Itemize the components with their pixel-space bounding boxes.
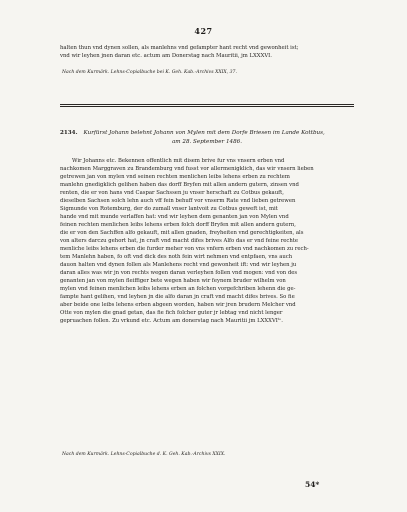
text-line: von alters darczu gehort hat, jn craft vnd macht difes brives Alfo das er vnd feine rechte xyxy=(60,238,298,244)
text-line: gepruachen follen. Zu vrkund etc. Actum am donerstag nach Mauritii jm LXXXVIᵗᵒ. xyxy=(60,318,283,324)
text-line: die er von den Sachffen alfo gekauft, mit allen gnaden, freyheiten vnd gerechtigkeiten, als xyxy=(60,230,304,236)
text-line: getrewen jan von mylen vnd seinen rechten menlichen leibs lehens erben zu rechtem xyxy=(60,174,290,180)
text-line: Wir Johanns etc. Bekennen offentlich mit disem brive fur vns vnsern erben vnd xyxy=(72,158,285,164)
continuation-text xyxy=(60,44,354,60)
text-line: Otte von mylen die gnad getan, das fie fich folcher guter jr lebtag vnd nicht lenger xyxy=(60,310,283,316)
text-line: halten thun vnd dynen sollen, als manlehns vnd gefampter hant recht vnd gewonheit ist; xyxy=(60,45,299,51)
document-body xyxy=(60,157,354,325)
text-line: fampte hant gelihen, vnd leyhen jn die alfo daran jn craft vnd macht difes brives. So fie xyxy=(60,294,295,300)
text-line: feinen rechten menlichen leibs lehens erben folch dorff Bryfen mit allen andern gutern, xyxy=(60,222,296,228)
text-line: renten, die er von hans vnd Caspar Sachssen ju vnser herschaft zu Cotbus gekauft, xyxy=(60,190,284,196)
document-date: am 28. September 1486. xyxy=(171,139,243,145)
text-line: dieselben Sachsen solch lehn auch vff fein behuff vor vnserm Rate vnd lieben getrewen xyxy=(60,198,296,204)
text-line: aber beide one leibs lehens erben abgeen worden, haben wir jren brudern Melcher vnd xyxy=(60,302,296,308)
text-line: tem Manlehn haben, fo oft vnd dick des noth fein wirt nehmen vnd entpfaen, vns auch xyxy=(60,254,293,260)
divider-rule xyxy=(60,104,354,105)
text-line: dauon halten vnd dynen follen als Manlehens recht vnd gewonheit ift: vnd wir leyhen ju xyxy=(60,262,297,268)
text-line: nachkomen Marggraven zu Brandemburg vnd fusst vor allermenigklich, das wir vnsern lieben xyxy=(60,166,314,172)
signature-mark: 54* xyxy=(305,480,320,489)
text-line: menliche leibs lehens erben die furder meher von vns vnfern erben vnd nachkomen zu rech- xyxy=(60,246,309,252)
page-number: 427 xyxy=(194,26,213,36)
document-title: Kurfürst Johann belehnt Johann von Mylen mit dem Dorfe Briesen im Lande Kottbus, xyxy=(83,130,325,136)
text-line: vnd wir leyhen jnen daran etc. actum am Donerstag nach Mauritii, jm LXXXVI. xyxy=(60,53,272,59)
text-line: manlehn gnedigklich gelihen haben das dorff Bryfen mit allen andern gutern, zinsen vnd xyxy=(60,182,299,188)
text-line: Sigmunde von Rotemburg, der do zumall vnser lantvoit zu Cotbus geweft ist, mit xyxy=(60,206,278,212)
text-line: mylen vnd feinen menlichen leibs lehens erben an folchen vorgefchriben lehenn die ge- xyxy=(60,286,296,292)
divider-rule xyxy=(60,106,354,107)
document-number: 2134. xyxy=(60,130,78,136)
text-line: daran alles was wir jn von rechts wegen daran verleyhen follen vnd mogen: vnd von des xyxy=(60,270,298,276)
text-line: genanten jan von mylen fleiffiger bete wegen haben wir feynem bruder wilhelm von xyxy=(60,278,286,284)
source-note: Nach dem Kurmärk. Lehns-Copialbuche bei K. Geh. Kab.-Archivs XXIX, 37. xyxy=(62,70,237,75)
text-line: hande vnd mit munde verlaffen hat: vnd wir leyhen dem genanten jan von Mylen vnd xyxy=(60,214,289,220)
source-note: Nach dem Kurmärk. Lehns-Copialbuche d. K. Geh. Kab.-Archivs XXIX. xyxy=(62,452,226,457)
document-heading xyxy=(60,129,354,138)
